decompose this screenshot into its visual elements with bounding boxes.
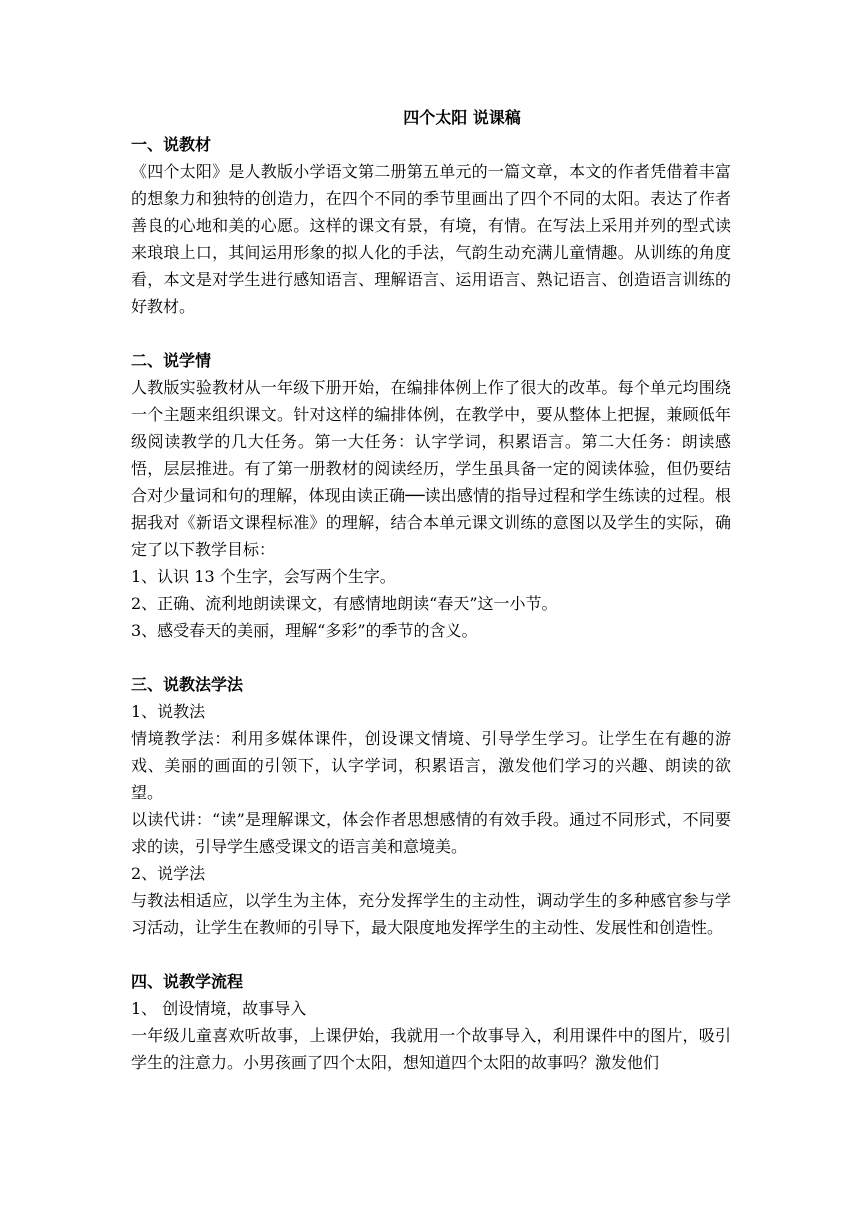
document-title: 四个太阳 说课稿: [403, 108, 521, 127]
document-body: [131, 104, 731, 1076]
section-heading-teaching-material: 一、说教材: [131, 135, 212, 154]
paragraph-teaching-material: 《四个太阳》是人教版小学语文第二册第五单元的一篇文章，本文的作者凭借着丰富的想象力和独特的创造力，在四个不同的季节里画出了四个不同的太阳。表达了作者善良的心地和美的心愿。这样的课文有景，有境，有情。在写法上采用并列的型式读来琅琅上口，其间运用形象的拟人化的手法，气韵生动充满儿童情趣。从训练的角度看，本文是对学生进行感知语言、理解语言、运用语言、熟记语言、创造语言训练的好教材。: [131, 162, 731, 316]
subheading-teaching-method: 1、说教法: [131, 702, 206, 721]
paragraph-situational-teaching: 情境教学法：利用多媒体课件，创设课文情境、引导学生学习。让学生在有趣的游戏、美丽的画面的引领下，认字学词，积累语言，激发他们学习的兴趣、朗读的欲望。: [131, 729, 731, 802]
section-heading-teaching-process: 四、说教学流程: [131, 972, 244, 991]
blank-line: [131, 941, 731, 968]
paragraph-student-analysis: 人教版实验教材从一年级下册开始，在编排体例上作了很大的改革。每个单元均围绕一个主题来组织课文。针对这样的编排体例，在教学中，要从整体上把握，兼顾低年级阅读教学的几大任务。第一大任务：认字学词，积累语言。第二大任务：朗读感悟，层层推进。有了第一册教材的阅读经历，学生虽具备一定的阅读体验，但仍要结合对少量词和句的理解，体现由读正确──读出感情的指导过程和学生练读的过程。根据我对《新语文课程标准》的理解，结合本单元课文训练的意图以及学生的实际，确定了以下教学目标：: [131, 378, 731, 559]
paragraph-learning-method: 与教法相适应，以学生为主体，充分发挥学生的主动性，调动学生的多种感官参与学习活动，让学生在教师的引导下，最大限度地发挥学生的主动性、发展性和创造性。: [131, 891, 731, 937]
teaching-goal-1: 1、认识 13 个生字，会写两个生字。: [131, 567, 396, 586]
subheading-learning-method: 2、说学法: [131, 864, 206, 883]
teaching-goal-3: 3、感受春天的美丽，理解“多彩”的季节的含义。: [131, 621, 478, 640]
blank-line: [131, 320, 731, 347]
blank-line: [131, 644, 731, 671]
paragraph-reading-method: 以读代讲：“读”是理解课文，体会作者思想感情的有效手段。通过不同形式，不同要求的读，引导学生感受课文的语言美和意境美。: [131, 810, 731, 856]
section-heading-methods: 三、说教法学法: [131, 675, 244, 694]
paragraph-story-intro: 一年级儿童喜欢听故事，上课伊始，我就用一个故事导入，利用课件中的图片，吸引学生的注意力。小男孩画了四个太阳，想知道四个太阳的故事吗？激发他们: [131, 1026, 731, 1072]
section-heading-student-analysis: 二、说学情: [131, 351, 212, 370]
teaching-goal-2: 2、正确、流利地朗读课文，有感情地朗读“春天”这一小节。: [131, 594, 558, 613]
subheading-story-intro: 1、 创设情境，故事导入: [131, 999, 307, 1018]
